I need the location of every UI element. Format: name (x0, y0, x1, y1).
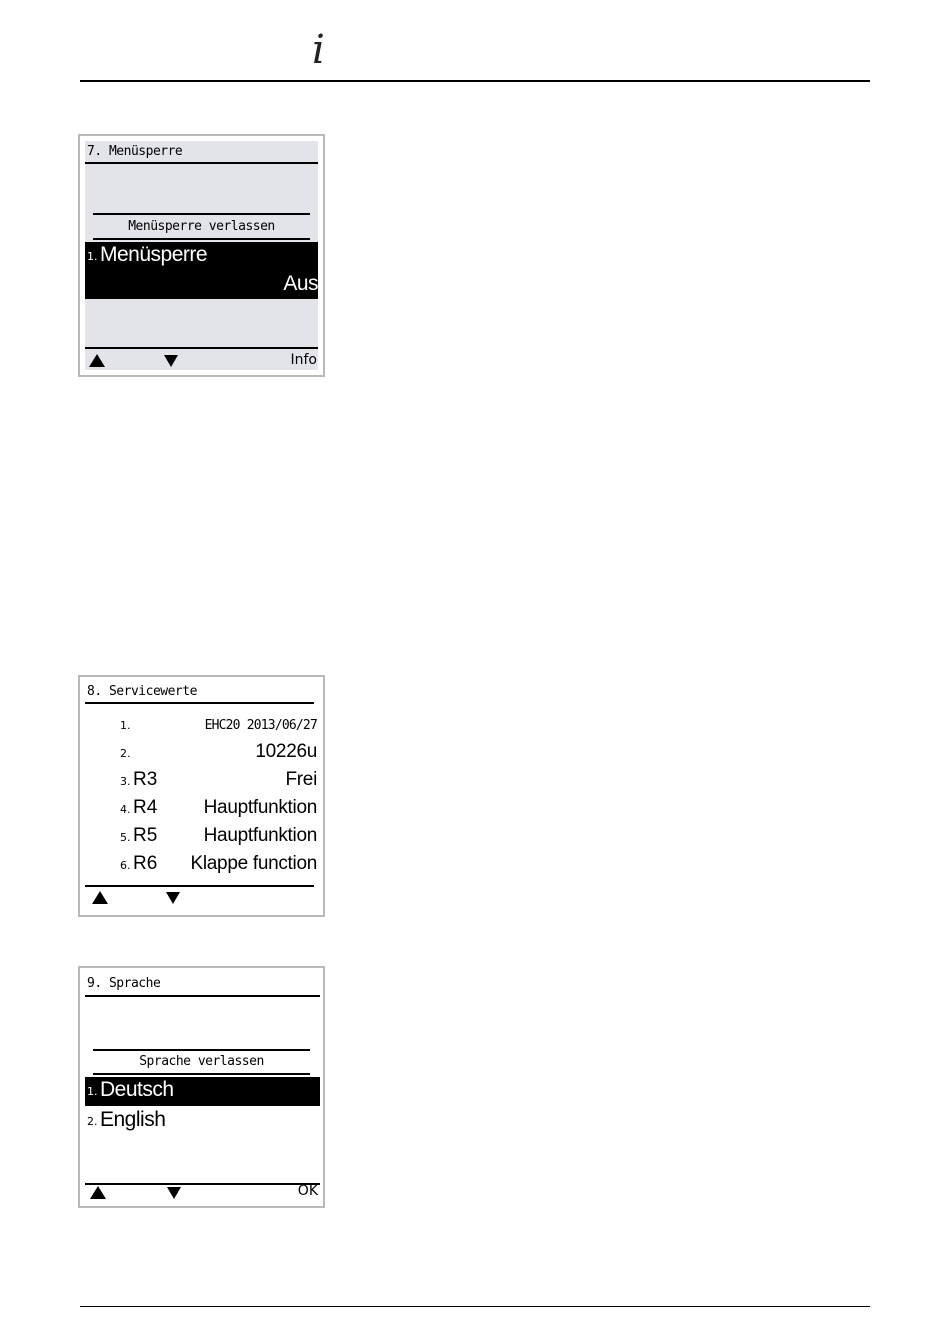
item-number: 1. (87, 250, 98, 263)
row-label: R4 (133, 797, 158, 818)
softkey-divider (85, 1183, 320, 1185)
service-row (85, 822, 318, 848)
footer-rule (80, 1306, 870, 1307)
title-divider (85, 162, 318, 164)
subtitle-top-divider (93, 1049, 310, 1051)
service-row (85, 738, 318, 764)
item-value: Aus (283, 272, 318, 295)
ok-softkey[interactable]: OK (297, 1183, 318, 1199)
row-number: 4. (120, 803, 131, 816)
info-icon: i (312, 27, 325, 73)
screen-title: 7. Menüsperre (87, 144, 183, 159)
row-value: Frei (285, 769, 317, 790)
subtitle-bottom-divider (93, 238, 310, 240)
row-number: 6. (120, 859, 131, 872)
screen-title: 9. Sprache (87, 976, 161, 991)
subtitle[interactable]: Sprache verlassen (139, 1054, 264, 1069)
subtitle-top-divider (93, 213, 310, 215)
screen-title: 8. Servicewerte (87, 684, 197, 699)
menu-lock-screen (78, 134, 325, 377)
item-label: Deutsch (100, 1078, 174, 1101)
item-label: English (100, 1108, 166, 1131)
row-label: R6 (133, 853, 158, 874)
row-value: Klappe function (190, 853, 317, 874)
service-values-screen (78, 675, 325, 917)
row-label: R5 (133, 825, 158, 846)
softkey-divider (85, 347, 318, 349)
language-item-deutsch[interactable] (85, 1077, 320, 1106)
row-value: EHC20 2013/06/27 (204, 718, 317, 733)
service-row (85, 850, 318, 876)
down-arrow-icon[interactable] (164, 355, 178, 367)
subtitle[interactable]: Menüsperre verlassen (128, 219, 275, 234)
menu-lock-item[interactable] (85, 242, 318, 299)
item-number: 2. (87, 1115, 98, 1128)
subtitle-bottom-divider (93, 1073, 310, 1075)
row-number: 2. (120, 747, 131, 760)
down-arrow-icon[interactable] (166, 892, 180, 904)
service-row (85, 794, 318, 820)
row-number: 3. (120, 775, 131, 788)
up-arrow-icon[interactable] (92, 891, 108, 904)
title-divider (85, 995, 320, 997)
item-label: Menüsperre (100, 243, 208, 266)
menu-lock-panel (85, 141, 318, 370)
row-value: Hauptfunktion (203, 797, 317, 818)
title-divider (85, 702, 314, 704)
language-panel (85, 973, 318, 1201)
row-number: 5. (120, 831, 131, 844)
row-label: R3 (133, 769, 158, 790)
info-softkey[interactable]: Info (290, 352, 317, 368)
row-number: 1. (120, 719, 131, 732)
row-value: Hauptfunktion (203, 825, 317, 846)
item-number: 1. (87, 1085, 98, 1098)
language-item-english[interactable] (85, 1107, 318, 1136)
service-panel (85, 682, 318, 910)
up-arrow-icon[interactable] (89, 354, 105, 367)
softkey-divider (85, 885, 314, 887)
up-arrow-icon[interactable] (90, 1186, 106, 1199)
service-row (85, 710, 318, 736)
down-arrow-icon[interactable] (167, 1187, 181, 1199)
header-rule (80, 80, 870, 82)
language-screen (78, 966, 325, 1208)
service-row (85, 766, 318, 792)
row-value: 10226u (255, 741, 317, 762)
